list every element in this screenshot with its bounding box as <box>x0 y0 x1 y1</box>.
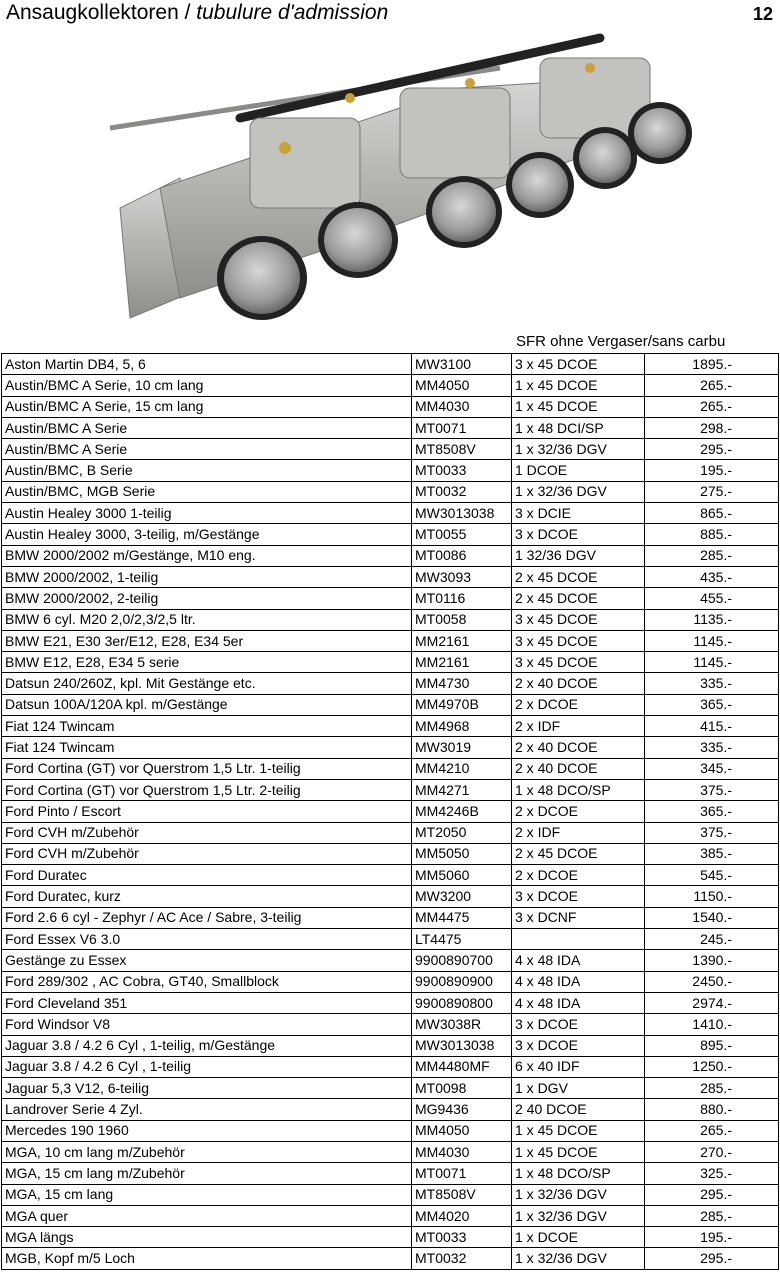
part-number-cell: MW3038R <box>412 1014 512 1035</box>
price-cell: 2450.- <box>645 971 779 992</box>
price-cell: 195.- <box>645 1227 779 1248</box>
price-cell: 335.- <box>645 737 779 758</box>
parts-table <box>1 353 779 1270</box>
table-row <box>2 992 779 1013</box>
part-number-cell: MM4730 <box>412 673 512 694</box>
price-cell: 295.- <box>645 1184 779 1205</box>
carburettor-cell: 3 x DCOE <box>512 524 645 545</box>
carburettor-cell: 4 x 48 IDA <box>512 992 645 1013</box>
price-cell: 345.- <box>645 758 779 779</box>
price-cell: 1410.- <box>645 1014 779 1035</box>
carburettor-cell: 1 x 48 DCI/SP <box>512 417 645 438</box>
carburettor-cell: 1 x 45 DCOE <box>512 396 645 417</box>
part-number-cell: MT0071 <box>412 1163 512 1184</box>
price-cell: 325.- <box>645 1163 779 1184</box>
vehicle-cell: Ford 289/302 , AC Cobra, GT40, Smallblock <box>2 971 412 992</box>
table-row <box>2 545 779 566</box>
carburettor-cell: 3 x DCOE <box>512 886 645 907</box>
price-cell: 245.- <box>645 929 779 950</box>
price-cell: 545.- <box>645 865 779 886</box>
table-row <box>2 1248 779 1269</box>
part-number-cell: MW3100 <box>412 354 512 375</box>
part-number-cell: MM4970B <box>412 694 512 715</box>
vehicle-cell: Austin Healey 3000, 3-teilig, m/Gestänge <box>2 524 412 545</box>
part-number-cell: MT8508V <box>412 439 512 460</box>
table-row <box>2 929 779 950</box>
part-number-cell: MM4050 <box>412 1120 512 1141</box>
vehicle-cell: Austin/BMC A Serie, 15 cm lang <box>2 396 412 417</box>
vehicle-cell: Jaguar 3.8 / 4.2 6 Cyl , 1-teilig, m/Gestänge <box>2 1035 412 1056</box>
vehicle-cell: BMW 2000/2002, 1-teilig <box>2 566 412 587</box>
part-number-cell: MW3200 <box>412 886 512 907</box>
vehicle-cell: Ford CVH m/Zubehör <box>2 822 412 843</box>
carburettor-cell: 1 32/36 DGV <box>512 545 645 566</box>
carburettor-cell: 2 x 45 DCOE <box>512 843 645 864</box>
part-number-cell: MM4050 <box>412 375 512 396</box>
table-row <box>2 801 779 822</box>
vehicle-cell: BMW E12, E28, E34 5 serie <box>2 652 412 673</box>
price-cell: 295.- <box>645 1248 779 1269</box>
carburettor-cell: 1 x 32/36 DGV <box>512 481 645 502</box>
table-row <box>2 439 779 460</box>
table-row <box>2 566 779 587</box>
table-row <box>2 609 779 630</box>
vehicle-cell: BMW 6 cyl. M20 2,0/2,3/2,5 ltr. <box>2 609 412 630</box>
part-number-cell: MT0058 <box>412 609 512 630</box>
vehicle-cell: Ford Cortina (GT) vor Querstrom 1,5 Ltr. 2-teilig <box>2 779 412 800</box>
vehicle-cell: MGA, 10 cm lang m/Zubehör <box>2 1141 412 1162</box>
price-cell: 1135.- <box>645 609 779 630</box>
price-cell: 285.- <box>645 1205 779 1226</box>
vehicle-cell: Ford CVH m/Zubehör <box>2 843 412 864</box>
table-row <box>2 758 779 779</box>
part-number-cell: MM4030 <box>412 396 512 417</box>
part-number-cell: MM4210 <box>412 758 512 779</box>
price-cell: 295.- <box>645 439 779 460</box>
table-row <box>2 588 779 609</box>
table-row <box>2 1078 779 1099</box>
table-row <box>2 652 779 673</box>
price-cell: 415.- <box>645 716 779 737</box>
part-number-cell: MT2050 <box>412 822 512 843</box>
vehicle-cell: Aston Martin DB4, 5, 6 <box>2 354 412 375</box>
table-row <box>2 396 779 417</box>
price-cell: 265.- <box>645 375 779 396</box>
table-row <box>2 1205 779 1226</box>
carburettor-cell: 1 x 32/36 DGV <box>512 1184 645 1205</box>
carburettor-cell: 2 x 40 DCOE <box>512 737 645 758</box>
price-cell: 375.- <box>645 779 779 800</box>
price-cell: 1250.- <box>645 1056 779 1077</box>
part-number-cell: MM5050 <box>412 843 512 864</box>
table-row <box>2 481 779 502</box>
carburettor-cell: 2 x 40 DCOE <box>512 758 645 779</box>
vehicle-cell: Datsun 240/260Z, kpl. Mit Gestänge etc. <box>2 673 412 694</box>
vehicle-cell: MGB, Kopf m/5 Loch <box>2 1248 412 1269</box>
table-row <box>2 950 779 971</box>
price-cell: 455.- <box>645 588 779 609</box>
carburettor-cell: 3 x 45 DCOE <box>512 652 645 673</box>
carburettor-cell: 6 x 40 IDF <box>512 1056 645 1077</box>
table-row <box>2 1056 779 1077</box>
part-number-cell: 9900890700 <box>412 950 512 971</box>
price-cell: 865.- <box>645 503 779 524</box>
vehicle-cell: Jaguar 5,3 V12, 6-teilig <box>2 1078 412 1099</box>
carburettor-cell: 3 x 45 DCOE <box>512 609 645 630</box>
vehicle-cell: Fiat 124 Twincam <box>2 716 412 737</box>
carburettor-cell: 3 x DCOE <box>512 1014 645 1035</box>
vehicle-cell: Ford Cleveland 351 <box>2 992 412 1013</box>
carburettor-cell: 1 x 45 DCOE <box>512 1141 645 1162</box>
price-cell: 1540.- <box>645 907 779 928</box>
table-row <box>2 907 779 928</box>
part-number-cell: MT0098 <box>412 1078 512 1099</box>
price-cell: 265.- <box>645 1120 779 1141</box>
table-row <box>2 630 779 651</box>
part-number-cell: 9900890900 <box>412 971 512 992</box>
part-number-cell: MM4480MF <box>412 1056 512 1077</box>
carburettor-cell: 3 x DCNF <box>512 907 645 928</box>
part-number-cell: MM4475 <box>412 907 512 928</box>
table-row <box>2 779 779 800</box>
price-cell: 375.- <box>645 822 779 843</box>
page-number: 12 <box>752 4 773 24</box>
price-column-heading: SFR ohne Vergaser/sans carbu <box>516 333 726 350</box>
part-number-cell: MT0086 <box>412 545 512 566</box>
table-row <box>2 460 779 481</box>
carburettor-cell: 2 x DCOE <box>512 694 645 715</box>
vehicle-cell: Fiat 124 Twincam <box>2 737 412 758</box>
vehicle-cell: BMW 2000/2002, 2-teilig <box>2 588 412 609</box>
part-number-cell: MW3019 <box>412 737 512 758</box>
carburettor-cell: 3 x DCOE <box>512 1035 645 1056</box>
part-number-cell: MM4030 <box>412 1141 512 1162</box>
title-french: tubulure d'admission <box>196 1 389 24</box>
part-number-cell: MT0032 <box>412 481 512 502</box>
table-row <box>2 822 779 843</box>
page-title <box>6 0 388 26</box>
carburettor-cell: 1 x 32/36 DGV <box>512 1248 645 1269</box>
vehicle-cell: MGA längs <box>2 1227 412 1248</box>
price-cell: 435.- <box>645 566 779 587</box>
carburettor-cell: 2 40 DCOE <box>512 1099 645 1120</box>
vehicle-cell: Austin/BMC A Serie, 10 cm lang <box>2 375 412 396</box>
vehicle-cell: Austin/BMC A Serie <box>2 439 412 460</box>
carburettor-cell: 2 x 40 DCOE <box>512 673 645 694</box>
carburettor-cell: 2 x DCOE <box>512 801 645 822</box>
table-row <box>2 1184 779 1205</box>
table-row <box>2 886 779 907</box>
part-number-cell: MW3093 <box>412 566 512 587</box>
part-number-cell: MM4271 <box>412 779 512 800</box>
carburettor-cell: 1 x 48 DCO/SP <box>512 1163 645 1184</box>
part-number-cell: MT8508V <box>412 1184 512 1205</box>
vehicle-cell: BMW E21, E30 3er/E12, E28, E34 5er <box>2 630 412 651</box>
vehicle-cell: Austin/BMC A Serie <box>2 417 412 438</box>
carburettor-cell: 4 x 48 IDA <box>512 971 645 992</box>
vehicle-cell: Jaguar 3.8 / 4.2 6 Cyl , 1-teilig <box>2 1056 412 1077</box>
vehicle-cell: Austin Healey 3000 1-teilig <box>2 503 412 524</box>
table-row <box>2 1227 779 1248</box>
carburettor-cell: 1 x 32/36 DGV <box>512 1205 645 1226</box>
price-cell: 1145.- <box>645 652 779 673</box>
carburettor-cell: 2 x IDF <box>512 716 645 737</box>
price-cell: 885.- <box>645 524 779 545</box>
part-number-cell: MT0071 <box>412 417 512 438</box>
part-number-cell: MM2161 <box>412 652 512 673</box>
part-number-cell: MM4020 <box>412 1205 512 1226</box>
carburettor-cell: 1 x 48 DCO/SP <box>512 779 645 800</box>
part-number-cell: MT0033 <box>412 1227 512 1248</box>
part-number-cell: MG9436 <box>412 1099 512 1120</box>
vehicle-cell: Landrover Serie 4 Zyl. <box>2 1099 412 1120</box>
price-cell: 1390.- <box>645 950 779 971</box>
price-cell: 385.- <box>645 843 779 864</box>
carburettor-cell: 2 x DCOE <box>512 865 645 886</box>
price-cell: 285.- <box>645 1078 779 1099</box>
carburettor-cell: 1 x 32/36 DGV <box>512 439 645 460</box>
price-cell: 365.- <box>645 801 779 822</box>
carburettor-cell: 4 x 48 IDA <box>512 950 645 971</box>
table-row <box>2 737 779 758</box>
title-german: Ansaugkollektoren / <box>6 1 197 24</box>
part-number-cell: MT0055 <box>412 524 512 545</box>
table-row <box>2 673 779 694</box>
vehicle-cell: Ford Duratec <box>2 865 412 886</box>
part-number-cell: MW3013038 <box>412 503 512 524</box>
price-cell: 1145.- <box>645 630 779 651</box>
carburettor-cell: 1 x 45 DCOE <box>512 375 645 396</box>
price-cell: 335.- <box>645 673 779 694</box>
part-number-cell: MM4246B <box>412 801 512 822</box>
table-row <box>2 524 779 545</box>
table-row <box>2 694 779 715</box>
vehicle-cell: Ford Essex V6 3.0 <box>2 929 412 950</box>
price-cell: 265.- <box>645 396 779 417</box>
table-row <box>2 971 779 992</box>
price-cell: 1895.- <box>645 354 779 375</box>
vehicle-cell: Ford Duratec, kurz <box>2 886 412 907</box>
vehicle-cell: Ford Windsor V8 <box>2 1014 412 1035</box>
vehicle-cell: Ford 2.6 6 cyl - Zephyr / AC Ace / Sabre, 3-teilig <box>2 907 412 928</box>
price-cell: 2974.- <box>645 992 779 1013</box>
table-row <box>2 1141 779 1162</box>
price-cell: 285.- <box>645 545 779 566</box>
price-cell: 895.- <box>645 1035 779 1056</box>
table-row <box>2 865 779 886</box>
table-row <box>2 716 779 737</box>
vehicle-cell: BMW 2000/2002 m/Gestänge, M10 eng. <box>2 545 412 566</box>
carburettor-cell: 1 DCOE <box>512 460 645 481</box>
table-row <box>2 503 779 524</box>
price-cell: 270.- <box>645 1141 779 1162</box>
price-cell: 880.- <box>645 1099 779 1120</box>
part-number-cell: MT0116 <box>412 588 512 609</box>
part-number-cell: MM4968 <box>412 716 512 737</box>
carburettor-cell: 1 x DGV <box>512 1078 645 1099</box>
part-number-cell: MM2161 <box>412 630 512 651</box>
part-number-cell: MM5060 <box>412 865 512 886</box>
price-cell: 1150.- <box>645 886 779 907</box>
table-row <box>2 1035 779 1056</box>
part-number-cell: 9900890800 <box>412 992 512 1013</box>
carburettor-cell: 2 x 45 DCOE <box>512 588 645 609</box>
vehicle-cell: MGA, 15 cm lang <box>2 1184 412 1205</box>
part-number-cell: MT0033 <box>412 460 512 481</box>
part-number-cell: MT0032 <box>412 1248 512 1269</box>
price-cell: 298.- <box>645 417 779 438</box>
table-row <box>2 417 779 438</box>
table-row <box>2 843 779 864</box>
part-number-cell: MW3013038 <box>412 1035 512 1056</box>
table-row <box>2 1099 779 1120</box>
carburettor-cell: 2 x 45 DCOE <box>512 566 645 587</box>
price-cell: 275.- <box>645 481 779 502</box>
table-row <box>2 1014 779 1035</box>
carburettor-cell: 1 x DCOE <box>512 1227 645 1248</box>
vehicle-cell: MGA, 15 cm lang m/Zubehör <box>2 1163 412 1184</box>
vehicle-cell: Gestänge zu Essex <box>2 950 412 971</box>
table-row <box>2 1163 779 1184</box>
carburettor-cell: 2 x IDF <box>512 822 645 843</box>
carburettor-cell: 3 x DCIE <box>512 503 645 524</box>
table-row <box>2 1120 779 1141</box>
vehicle-cell: Ford Pinto / Escort <box>2 801 412 822</box>
vehicle-cell: Datsun 100A/120A kpl. m/Gestänge <box>2 694 412 715</box>
carburettor-cell: 3 x 45 DCOE <box>512 630 645 651</box>
carburettor-cell: 3 x 45 DCOE <box>512 354 645 375</box>
vehicle-cell: MGA quer <box>2 1205 412 1226</box>
vehicle-cell: Austin/BMC, B Serie <box>2 460 412 481</box>
vehicle-cell: Mercedes 190 1960 <box>2 1120 412 1141</box>
carburettor-cell: 1 x 45 DCOE <box>512 1120 645 1141</box>
table-row <box>2 354 779 375</box>
vehicle-cell: Ford Cortina (GT) vor Querstrom 1,5 Ltr. 1-teilig <box>2 758 412 779</box>
carburettor-cell <box>512 929 645 950</box>
price-cell: 365.- <box>645 694 779 715</box>
table-row <box>2 375 779 396</box>
price-cell: 195.- <box>645 460 779 481</box>
part-number-cell: LT4475 <box>412 929 512 950</box>
vehicle-cell: Austin/BMC, MGB Serie <box>2 481 412 502</box>
manifold-photo <box>100 28 700 328</box>
